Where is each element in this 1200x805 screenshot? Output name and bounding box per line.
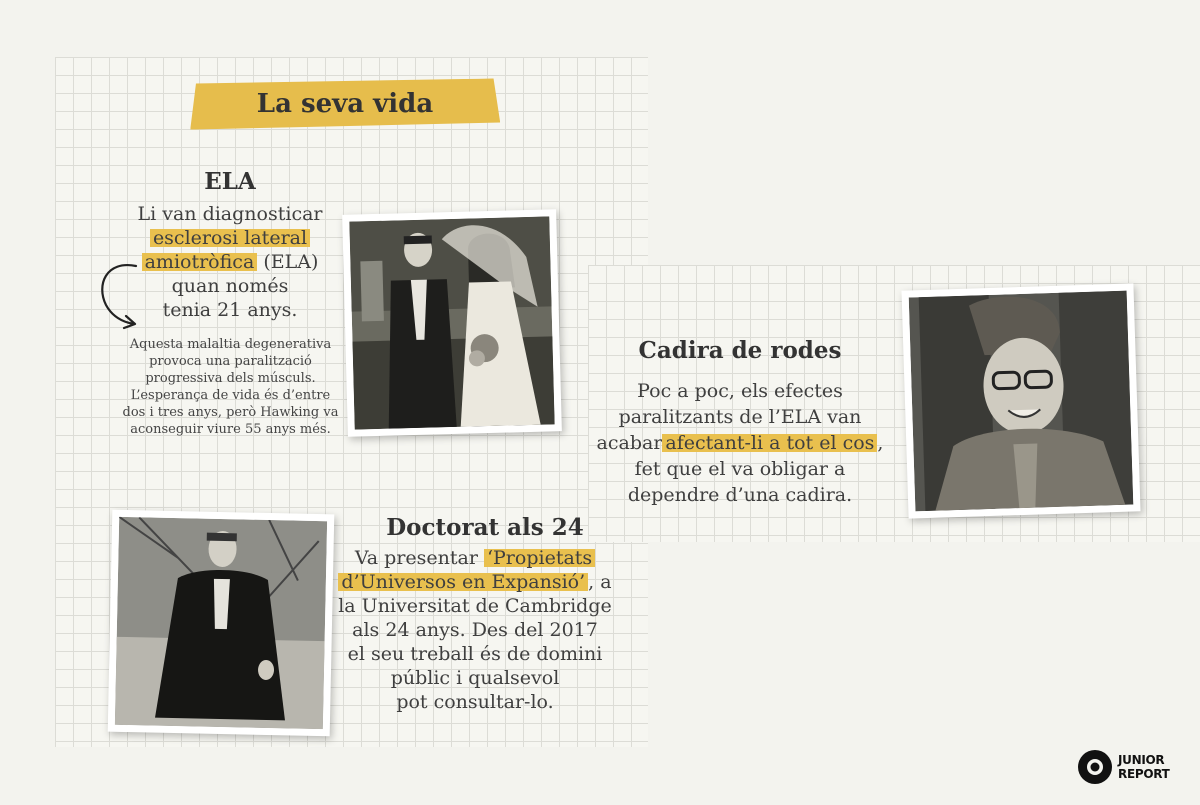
wedding-photo xyxy=(342,209,562,437)
junior-report-logo-icon xyxy=(1076,748,1114,786)
doctorate-line-2b: , a xyxy=(588,571,612,593)
hawking-portrait-photo xyxy=(901,283,1140,518)
wheelchair-line-2: paralitzants de l’ELA van xyxy=(618,406,862,428)
ela-line-4: quan només xyxy=(171,275,289,297)
ela-note-line: L’esperança de vida és d’entre xyxy=(130,388,331,403)
wheelchair-line-1: Poc a poc, els efectes xyxy=(637,380,843,402)
wheelchair-line-3a: acabar xyxy=(596,432,663,454)
ela-note-line: Aquesta malaltia degenerativa xyxy=(129,337,332,352)
wheelchair-highlight: afectant-li a tot el cos xyxy=(662,432,877,454)
wheelchair-line-4: fet que el va obligar a xyxy=(634,458,846,480)
wheelchair-text xyxy=(575,378,905,508)
ela-note-line: aconseguir viure 55 anys més. xyxy=(130,422,331,437)
ela-note xyxy=(118,336,343,438)
doctorate-line-1a: Va presentar xyxy=(354,547,478,569)
page-title: La seva vida xyxy=(256,89,434,119)
doctorate-line-3: la Universitat de Cambridge xyxy=(338,595,612,617)
doctorate-text xyxy=(330,546,620,714)
doctorate-heading: Doctorat als 24 xyxy=(386,514,584,541)
logo-line-1: JUNIOR xyxy=(1118,753,1165,767)
ela-highlight-2: amiotròfica xyxy=(142,251,258,273)
ela-line-5: tenia 21 anys. xyxy=(162,299,298,321)
ela-heading: ELA xyxy=(204,168,256,195)
ela-text xyxy=(120,202,340,322)
doctorate-highlight-2: d’Universos en Expansió’ xyxy=(338,571,588,593)
wheelchair-line-5: dependre d’una cadira. xyxy=(627,484,853,506)
ela-note-line: dos i tres anys, però Hawking va xyxy=(122,405,339,420)
wheelchair-heading: Cadira de rodes xyxy=(638,337,842,364)
doctorate-highlight-1: ‘Propietats xyxy=(484,547,595,569)
logo-line-2: REPORT xyxy=(1118,767,1170,781)
curved-arrow-icon xyxy=(96,260,144,330)
junior-report-logo[interactable] xyxy=(1076,748,1186,786)
ela-line-1: Li van diagnosticar xyxy=(137,203,323,225)
doctorate-line-5: el seu treball és de domini xyxy=(347,643,603,665)
ela-line-3: (ELA) xyxy=(263,251,319,273)
wheelchair-line-3b: , xyxy=(877,432,884,454)
doctorate-line-4: als 24 anys. Des del 2017 xyxy=(352,619,598,641)
ela-note-line: provoca una paralització xyxy=(149,354,312,369)
doctorate-line-7: pot consultar-lo. xyxy=(396,691,554,713)
graduation-photo xyxy=(108,510,335,737)
doctorate-line-6: públic i qualsevol xyxy=(390,667,560,689)
ela-highlight-1: esclerosi lateral xyxy=(150,227,310,249)
ela-note-line: progressiva dels músculs. xyxy=(145,371,316,386)
